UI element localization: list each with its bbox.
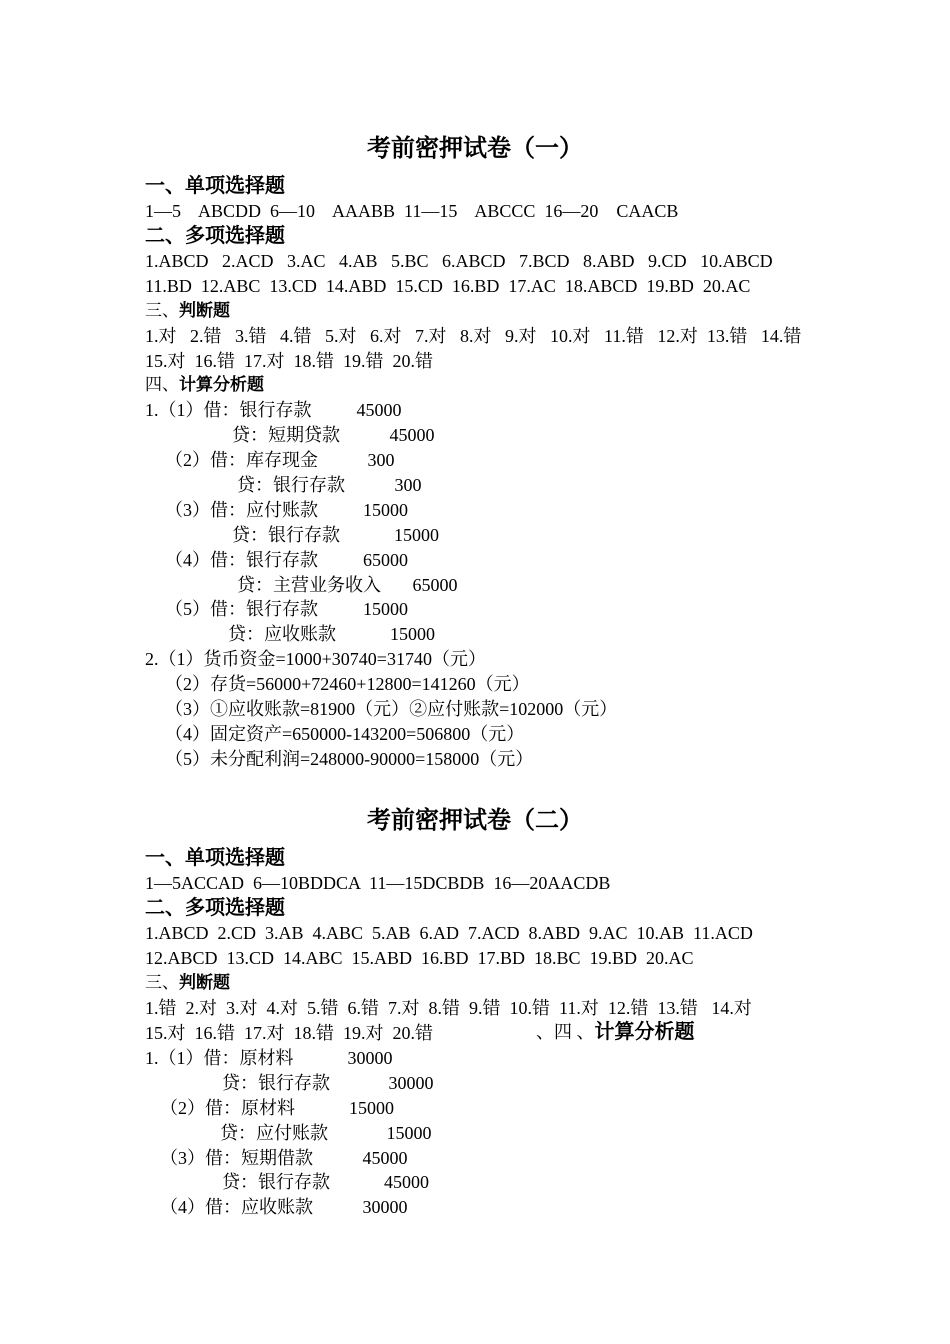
exam2-section4-prefix: 、四 、 — [536, 1022, 595, 1042]
exam2-section2-heading: 二、多项选择题 — [145, 897, 285, 919]
exam1-q1-line: 贷：银行存款 300 — [237, 475, 422, 495]
exam1-q2-line: （5）未分配利润=248000-90000=158000（元） — [165, 749, 534, 769]
exam1-q1-line: 贷：短期贷款 45000 — [232, 425, 435, 445]
exam1-q1-line: 贷：应收账款 15000 — [228, 624, 435, 644]
exam1-q2-line: （4）固定资产=650000-143200=506800（元） — [165, 724, 525, 744]
exam2-q1-line: 贷：银行存款 30000 — [222, 1073, 434, 1093]
exam2-q1-line: 1.（1）借：原材料 30000 — [145, 1048, 393, 1068]
exam2-section1-heading: 一、单项选择题 — [145, 847, 285, 869]
exam1-q1-line: 1.（1）借：银行存款 45000 — [145, 400, 402, 420]
exam2-section3-num: 三、 — [145, 973, 179, 992]
exam2-section1-answers: 1—5ACCAD 6—10BDDCA 11—15DCBDB 16—20AACDB — [145, 873, 611, 893]
exam1-section2-line1: 1.ABCD 2.ACD 3.AC 4.AB 5.BC 6.ABCD 7.BCD 8.ABD 9.CD 10.ABCD — [145, 251, 773, 271]
exam2-title: 考前密押试卷（二） — [367, 808, 583, 834]
exam1-section2-heading: 二、多项选择题 — [145, 225, 285, 247]
exam1-section4-num: 四、 — [145, 375, 179, 394]
exam1-q1-line: （3）借：应付账款 15000 — [165, 500, 408, 520]
exam1-section3-heading — [145, 299, 230, 323]
exam2-q1-line: 贷：银行存款 45000 — [222, 1172, 429, 1192]
exam1-q2-line: （2）存货=56000+72460+12800=141260（元） — [165, 674, 530, 694]
exam1-q1-line: （2）借：库存现金 300 — [165, 450, 395, 470]
exam2-section2-line2: 12.ABCD 13.CD 14.ABC 15.ABD 16.BD 17.BD 18.BC 19.BD 20.AC — [145, 948, 694, 968]
exam1-q2-line: （3）①应收账款=81900（元）②应付账款=102000（元） — [165, 699, 618, 719]
exam1-title: 考前密押试卷（一） — [367, 136, 583, 162]
exam1-section4-title: 计算分析题 — [179, 375, 264, 394]
exam2-section3-line1: 1.错 2.对 3.对 4.对 5.错 6.错 7.对 8.错 9.错 10.错 11.对 12.错 13.错 14.对 — [145, 998, 752, 1018]
exam2-section3-line2: 15.对 16.错 17.对 18.错 19.对 20.错 — [145, 1023, 433, 1043]
exam1-q1-line: （4）借：银行存款 65000 — [165, 550, 408, 570]
exam1-section2-line2: 11.BD 12.ABC 13.CD 14.ABD 15.CD 16.BD 17.AC 18.ABCD 19.BD 20.AC — [145, 276, 751, 296]
exam2-q1-line: （4）借：应收账款 30000 — [160, 1197, 408, 1217]
exam1-q1-line: （5）借：银行存款 15000 — [165, 599, 408, 619]
exam1-section3-num: 三、 — [145, 301, 179, 320]
exam1-q1-line: 贷：主营业务收入 65000 — [237, 575, 458, 595]
exam2-section3-title: 判断题 — [179, 973, 230, 992]
exam2-section4-title: 计算分析题 — [594, 1021, 695, 1043]
exam2-q1-line: （2）借：原材料 15000 — [160, 1098, 394, 1118]
exam2-q1-line: （3）借：短期借款 45000 — [160, 1148, 408, 1168]
exam2-q1-line: 贷：应付账款 15000 — [220, 1123, 432, 1143]
exam1-q1-line: 贷：银行存款 15000 — [232, 525, 439, 545]
exam1-section3-line1: 1.对 2.错 3.错 4.错 5.对 6.对 7.对 8.对 9.对 10.对 11.错 12.对 13.错 14.错 — [145, 326, 802, 346]
exam2-section3-heading — [145, 971, 230, 995]
exam1-section3-line2: 15.对 16.错 17.对 18.错 19.错 20.错 — [145, 351, 433, 371]
exam1-section4-heading — [145, 373, 264, 397]
exam1-section1-answers: 1—5 ABCDD 6—10 AAABB 11—15 ABCCC 16—20 CAACB — [145, 201, 679, 221]
exam1-section3-title: 判断题 — [179, 301, 230, 320]
exam1-section1-heading: 一、单项选择题 — [145, 175, 285, 197]
exam2-section2-line1: 1.ABCD 2.CD 3.AB 4.ABC 5.AB 6.AD 7.ACD 8.ABD 9.AC 10.AB 11.ACD — [145, 923, 753, 943]
exam1-q2-line: 2.（1）货币资金=1000+30740=31740（元） — [145, 649, 486, 669]
exam2-section4-heading — [536, 1019, 695, 1045]
